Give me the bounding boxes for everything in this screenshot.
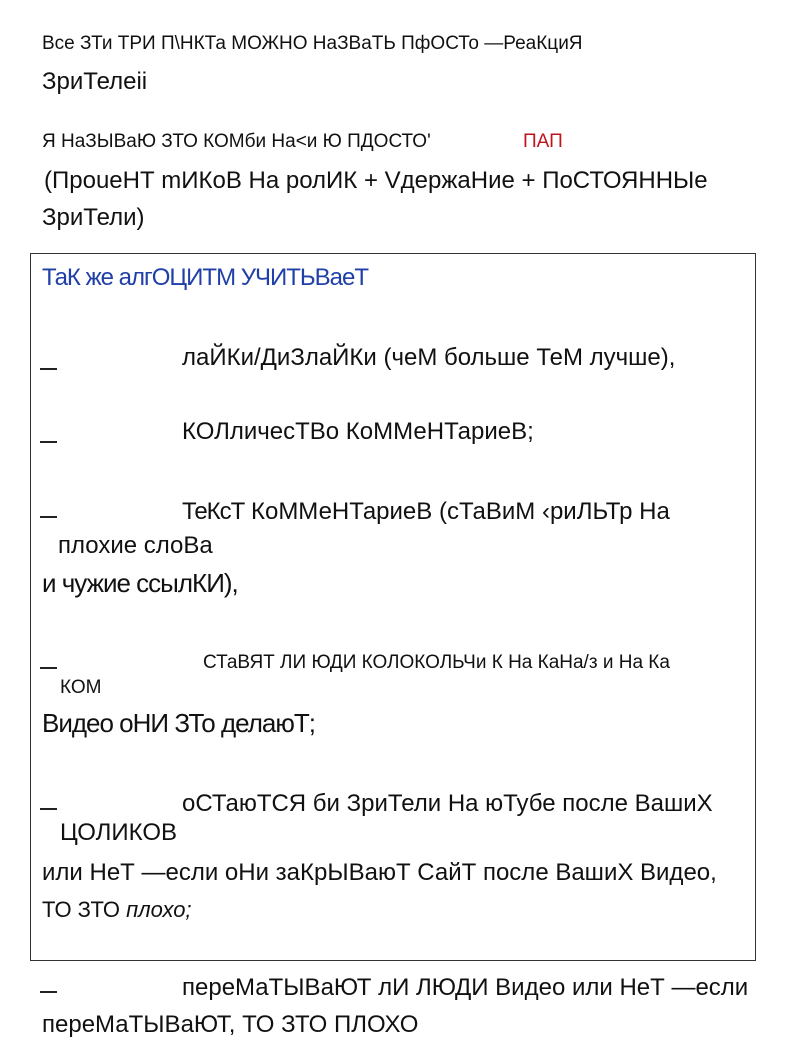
after-box-item: переМаТЫВаЮТ лИ ЛЮДИ Видео или НеТ —если — [182, 974, 749, 1001]
list-item-3-cont-2: и чужие ссылКИ), — [42, 568, 238, 598]
list-item-4-cont-2: Видео оНИ ЗТо делаюТ; — [42, 708, 315, 738]
para2-line-1: Я НаЗЫВаЮ ЗТО КОМби На<и Ю ПДОСТО' — [42, 131, 431, 152]
list-item-2: КОЛличесТВо КоММеНТариеВ; — [182, 418, 534, 445]
bullet-dash — [40, 808, 57, 810]
bullet-dash — [40, 516, 57, 518]
list-item-3-bold: ТеКсТ — [182, 498, 245, 525]
list-item-5-cont-3 — [42, 899, 192, 921]
bullet-dash — [40, 667, 57, 669]
list-item-3-cont-1: плохие слоВа — [58, 532, 213, 559]
para2-line-2: (ПроuеНТ mИКоВ На ролИК + VдержаНие + ПоСТОЯННЫе — [44, 167, 708, 194]
list-item-3 — [182, 500, 670, 524]
header-line-2: ЗриТелеii — [42, 68, 148, 95]
bullet-dash — [40, 441, 57, 443]
list-item-5-cont-2: или НеТ —если оНи заКрЫВаюТ СайТ после ВашиХ Видео, — [42, 859, 717, 886]
para2-red-mark: ПАП — [523, 131, 563, 152]
header-line-1: Все ЗТи ТРИ П\НКТа МОЖНО НаЗВаТЬ ПфОСТо —РеаКциЯ — [42, 33, 583, 54]
list-item-5-cont-3-italic: плохо; — [126, 897, 192, 922]
list-item-4: СТаВЯТ ЛИ ЮДИ КОЛОКОЛЬЧи К На КаНа/з и На Ка — [203, 652, 670, 673]
list-item-5-cont-1: ЦОЛИКОВ — [60, 819, 178, 846]
list-item-5: оСТаюТСЯ би ЗриТели На юТубе после ВашиХ — [182, 790, 713, 817]
bullet-dash — [40, 991, 57, 993]
list-item-4-cont-1: КОМ — [60, 677, 102, 698]
list-item-1: лаЙКи/ДиЗлаЙКи (чеМ больше ТеМ лучше), — [182, 344, 676, 371]
para2-line-3: ЗриТели) — [42, 204, 145, 231]
list-item-3-text: КоММеНТариеВ (сТаВиМ ‹риЛЬТр На — [250, 498, 670, 525]
box-title: ТаК же алгОЦИТМ УЧИТЬВаеТ — [42, 264, 369, 291]
list-item-5-cont-3-text: ТО ЗТО — [42, 897, 121, 922]
after-box-item-cont-1: переМаТЫВаЮТ, ТО ЗТО ПЛОХО — [42, 1011, 419, 1038]
bullet-dash — [40, 368, 57, 370]
